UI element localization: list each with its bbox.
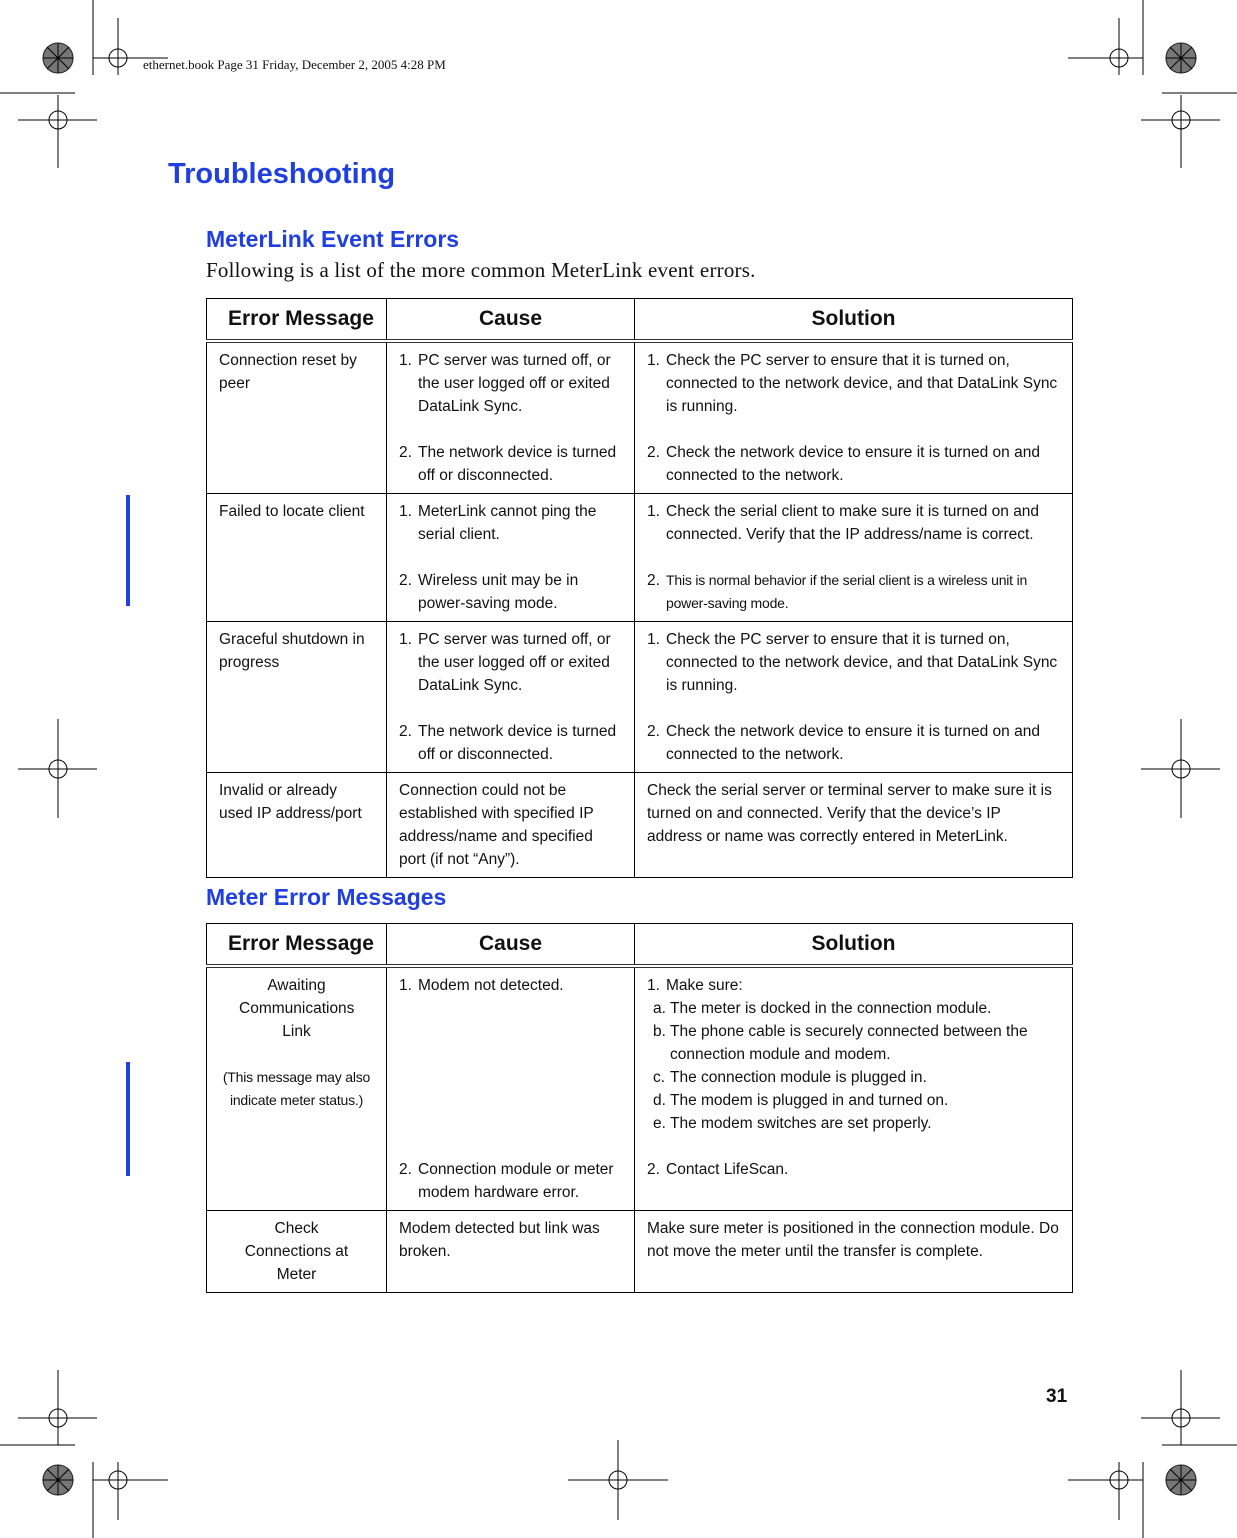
error-message-cell: Failed to locate client xyxy=(207,494,387,622)
crosshair-mark-icon xyxy=(93,1462,168,1520)
crosshair-mark-icon xyxy=(18,1370,97,1445)
table-row xyxy=(207,622,1073,773)
cause-cell: 1. MeterLink cannot ping the serial client. 2. Wireless unit may be in power-saving mode. xyxy=(387,494,635,622)
section-title-meter-errors: Meter Error Messages xyxy=(206,884,447,910)
cause-cell: 1. PC server was turned off, or the user logged off or exited DataLink Sync. 2. The network device is turned off or disconnected. xyxy=(387,622,635,773)
crosshair-mark-icon xyxy=(1141,95,1220,168)
meter-error-table xyxy=(206,923,1073,1293)
column-header: Error Message xyxy=(207,299,387,342)
solution-cell: Make sure meter is positioned in the connection module. Do not move the meter until the transfer is complete. xyxy=(635,1211,1073,1293)
intro-text: Following is a list of the more common MeterLink event errors. xyxy=(206,258,756,282)
solution-cell: Check the serial server or terminal server to make sure it is turned on and connected. Verify that the device’s IP address or name was correctly entered in MeterLink. xyxy=(635,773,1073,878)
error-message-cell: Invalid or already used IP address/port xyxy=(207,773,387,878)
crosshair-mark-icon xyxy=(1141,719,1220,818)
starburst-mark-icon xyxy=(1166,1465,1196,1495)
cause-cell: Modem detected but link was broken. xyxy=(387,1211,635,1293)
error-message-cell xyxy=(207,966,387,1211)
table-row xyxy=(207,494,1073,622)
error-message-cell: Connection reset by peer xyxy=(207,341,387,494)
page-title: Troubleshooting xyxy=(168,158,396,190)
solution-cell: 1. Check the PC server to ensure that it is turned on, connected to the network device, and that DataLink Sync is running. 2. Check the network device to ensure it is turned on and connected to the network. xyxy=(635,622,1073,773)
cause-cell: Connection could not be established with specified IP address/name and specified port (if not “Any”). xyxy=(387,773,635,878)
change-bar xyxy=(126,1062,130,1176)
column-header: Cause xyxy=(387,299,635,342)
error-message: Awaiting Communications Link xyxy=(239,977,355,1040)
crosshair-mark-icon xyxy=(18,95,97,168)
section-title-meterlink: MeterLink Event Errors xyxy=(206,226,460,252)
error-message-cell xyxy=(207,1211,387,1293)
table-row xyxy=(207,966,1073,1211)
print-header-stamp: ethernet.book Page 31 Friday, December 2, 2005 4:28 PM xyxy=(143,57,446,72)
crosshair-mark-icon xyxy=(568,1440,668,1520)
error-message: Check Connections at Meter xyxy=(244,1220,349,1283)
table-row xyxy=(207,341,1073,494)
starburst-mark-icon xyxy=(1166,43,1196,73)
page-number: 31 xyxy=(1046,1386,1068,1407)
table-row xyxy=(207,773,1073,878)
table-row xyxy=(207,1211,1073,1293)
column-header: Solution xyxy=(635,299,1073,342)
column-header: Cause xyxy=(387,924,635,967)
column-header: Error Message xyxy=(207,924,387,967)
crosshair-mark-icon xyxy=(18,719,97,818)
solution-cell: 1. Check the serial client to make sure it is turned on and connected. Verify that the IP address/name is correct. 2. This is normal behavior if the serial client is a wireless unit in power-saving mode. xyxy=(635,494,1073,622)
cause-cell: 1. Modem not detected. 2. Connection module or meter modem hardware error. xyxy=(387,966,635,1211)
cause-cell: 1. PC server was turned off, or the user logged off or exited DataLink Sync. 2. The network device is turned off or disconnected. xyxy=(387,341,635,494)
crosshair-mark-icon xyxy=(1141,1370,1220,1445)
solution-cell: 1. Make sure: a. The meter is docked in the connection module. b. The phone cable is securely connected between the connection module and modem. c. The connection module is plugged in. d. The modem is plugged in and turned on. e. The modem switches are set properly. 2. Contact LifeScan. xyxy=(635,966,1073,1211)
error-message-cell: Graceful shutdown in progress xyxy=(207,622,387,773)
error-message-note: (This message may also indicate meter status.) xyxy=(222,1069,371,1108)
change-bar xyxy=(126,495,130,606)
crosshair-mark-icon xyxy=(1068,1462,1143,1520)
solution-cell: 1. Check the PC server to ensure that it is turned on, connected to the network device, and that DataLink Sync is running. 2. Check the network device to ensure it is turned on and connected to the network. xyxy=(635,341,1073,494)
meterlink-error-table xyxy=(206,298,1073,878)
column-header: Solution xyxy=(635,924,1073,967)
crosshair-mark-icon xyxy=(1068,18,1143,75)
starburst-mark-icon xyxy=(43,1465,73,1495)
starburst-mark-icon xyxy=(43,43,73,73)
